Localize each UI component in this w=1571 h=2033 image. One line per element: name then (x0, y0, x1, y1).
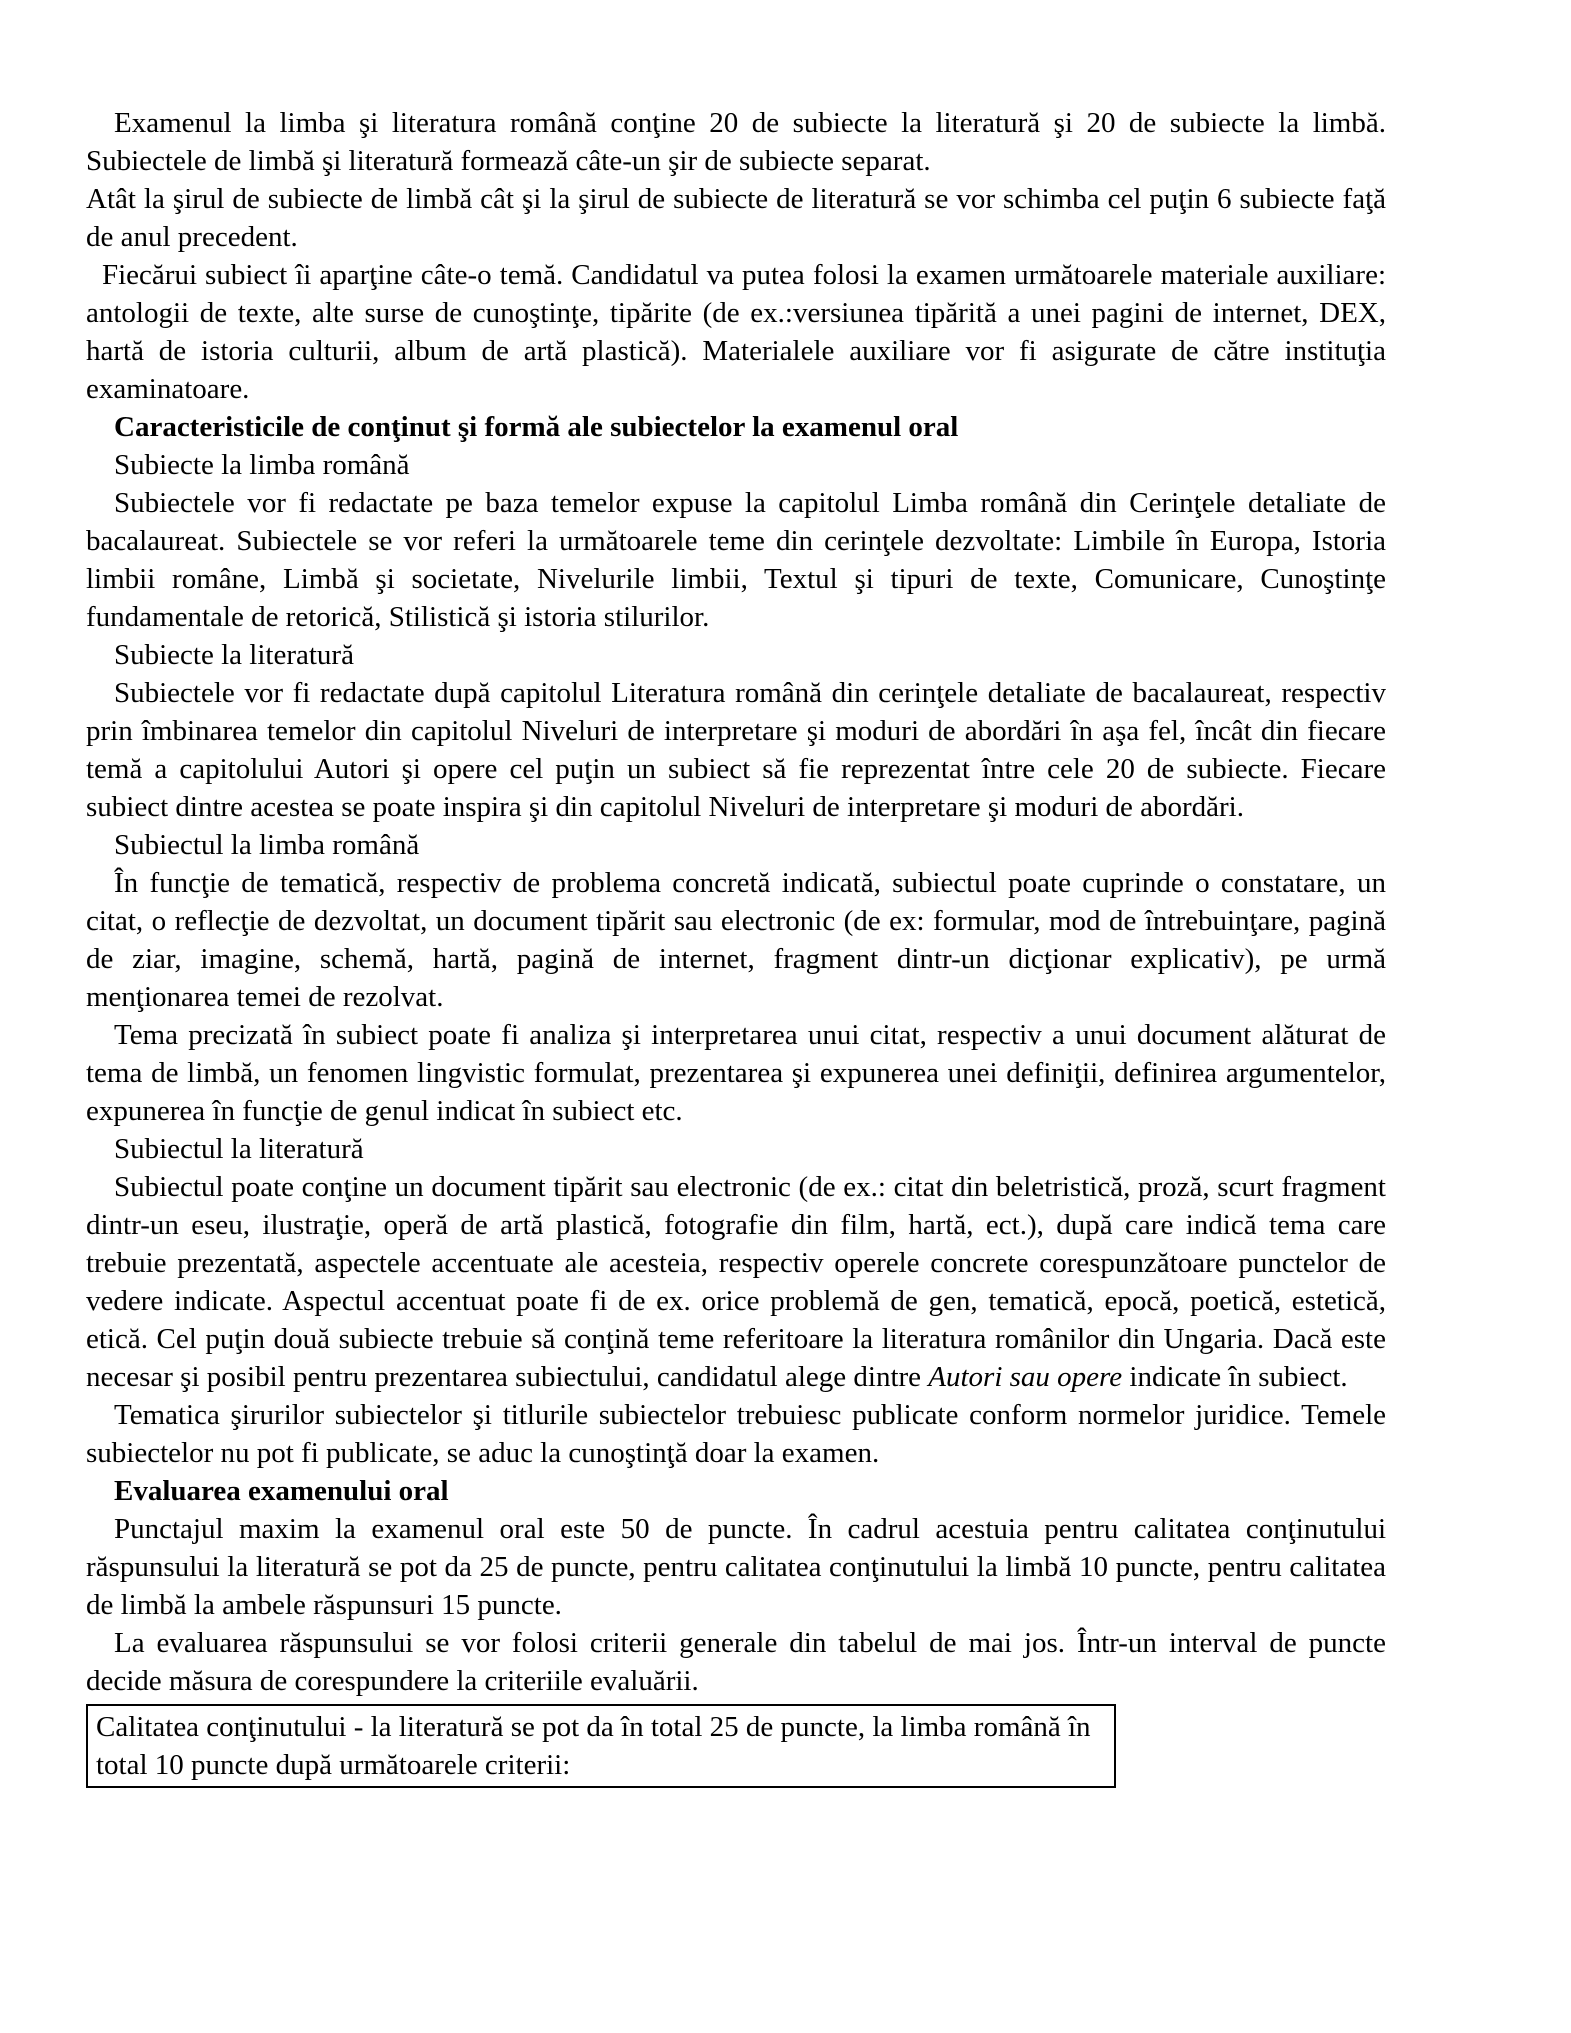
subheading-romanian-language-subjects: Subiecte la limba română (114, 449, 410, 481)
paragraph-auxiliary-materials: Fiecărui subiect îi aparţine câte-o temă. Candidatul va putea folosi la examen următoarele materiale auxiliare: antologii de texte, alte surse de cunoştinţe, tipărite (de ex.:versiunea tipărită a unei pagini de internet, DEX, hartă de istoria culturii, album de artă plastică). Materialele auxiliare vor fi asigurate de către instituţia examinatoare. (86, 259, 1386, 405)
paragraph-publication-rules: Tematica şirurilor subiectelor şi titlurile subiectelor trebuiesc publicate conform normelor juridice. Temele subiectelor nu pot fi publicate, se aduc la cunoştinţă doar la examen. (86, 1399, 1386, 1469)
paragraph-literature-subjects: Subiectele vor fi redactate după capitolul Literatura română din cerinţele detaliate de bacalaureat, respectiv prin îmbinarea temelor din capitolul Niveluri de interpretare şi moduri de abordări în aşa fel, încât din fiecare temă a capitolului Autori şi opere cel puţin un subiect să fie reprezentat între cele 20 de subiecte. Fiecare subiect dintre acestea se poate inspira şi din capitolul Niveluri de interpretare şi moduri de abordări. (86, 677, 1386, 823)
paragraph-language-subjects: Subiectele vor fi redactate pe baza temelor expuse la capitolul Limba română din Cerinţele detaliate de bacalaureat. Subiectele se vor referi la următoarele teme din cerinţele dezvoltate: Limbile în Europa, Istoria limbii române, Limbă şi societate, Nivelurile limbii, Textul şi tipuri de texte, Comunicare, Cunoştinţe fundamentale de retorică, Stilistică şi istoria stilurilor. (86, 487, 1386, 633)
table-content-quality-box: Calitatea conţinutului - la literatură se pot da în total 25 de puncte, la limba română în total 10 puncte după următoarele criterii: (86, 1704, 1116, 1788)
paragraph-language-subject-theme: Tema precizată în subiect poate fi analiza şi interpretarea unui citat, respectiv a unui document alăturat de tema de limbă, un fenomen lingvistic formulat, prezentarea şi expunerea unei definiţii, definirea argumentelor, expunerea în funcţie de genul indicat în subiect etc. (86, 1019, 1386, 1127)
document-page (86, 104, 1386, 1788)
subheading-literature-subject: Subiectul la literatură (114, 1133, 364, 1165)
subheading-literature-subjects: Subiecte la literatură (114, 639, 354, 671)
paragraph-literature-subject-content (86, 1168, 1386, 1396)
paragraph-literature-text-start: Subiectul poate conţine un document tipărit sau electronic (de ex.: citat din beletristică, proză, scurt fragment dintr-un eseu, ilustraţie, operă de artă plastică, fotografie din film, hartă, ect.), după care indică tema care trebuie prezentată, aspectele accentuate ale acesteia, respectiv operele concrete corespunzătoare punctelor de vedere indicate. Aspectul accentuat poate fi de ex. orice problemă de gen, tematică, epocă, poetică, estetică, etică. Cel puţin două subiecte trebuie să conţină teme referitoare la literatura românilor din Ungaria. Dacă este necesar şi posibil pentru prezentarea subiectului, candidatul alege dintre (86, 1171, 1386, 1393)
paragraph-evaluation-criteria: La evaluarea răspunsului se vor folosi criterii generale din tabelul de mai jos. Într-un interval de puncte decide măsura de corespundere la criteriile evaluării. (86, 1627, 1386, 1697)
paragraph-exam-structure: Examenul la limba şi literatura română conţine 20 de subiecte la literatură şi 20 de subiecte la limbă. Subiectele de limbă şi literatură formează câte-un şir de subiecte separat. (86, 107, 1386, 177)
section-heading-subject-characteristics: Caracteristicile de conţinut şi formă ale subiectelor la examenul oral (114, 411, 959, 443)
paragraph-literature-text-end: indicate în subiect. (1122, 1361, 1348, 1393)
section-heading-oral-evaluation: Evaluarea examenului oral (114, 1475, 449, 1507)
paragraph-language-subject-content: În funcţie de tematică, respectiv de problema concretă indicată, subiectul poate cuprinde o constatare, un citat, o reflecţie de dezvoltat, un document tipărit sau electronic (de ex: formular, mod de întrebuinţare, pagină de ziar, imagine, schemă, hartă, pagină de internet, fragment dintr-un dicţionar explicativ), pe urmă menţionarea temei de rezolvat. (86, 867, 1386, 1013)
italic-authors-or-works: Autori sau opere (928, 1361, 1123, 1393)
paragraph-max-score: Punctajul maxim la examenul oral este 50 de puncte. În cadrul acestuia pentru calitatea conţinutului răspunsului la literatură se pot da 25 de puncte, pentru calitatea conţinutului la limbă 10 puncte, pentru calitatea de limbă la ambele răspunsuri 15 puncte. (86, 1513, 1386, 1621)
subheading-language-subject: Subiectul la limba română (114, 829, 420, 861)
paragraph-subject-changes: Atât la şirul de subiecte de limbă cât şi la şirul de subiecte de literatură se vor schimba cel puţin 6 subiecte faţă de anul precedent. (86, 183, 1386, 253)
